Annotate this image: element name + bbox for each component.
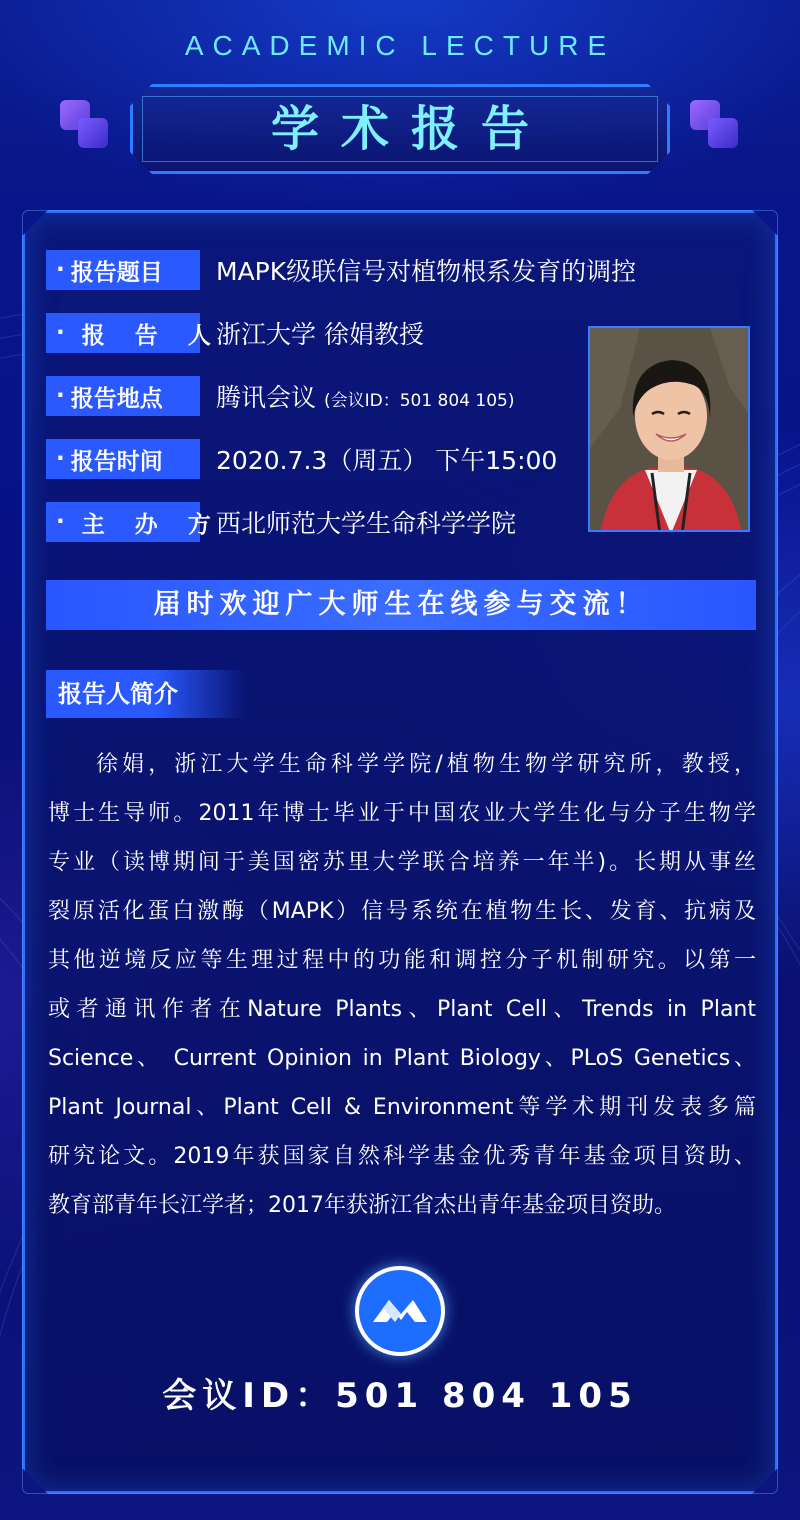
page-title: 学术报告 — [270, 101, 551, 157]
info-row-speaker — [46, 311, 424, 355]
info-value: 浙江大学 徐娟教授 — [216, 320, 424, 349]
bio-line: 专业（读博期间于美国密苏里大学联合培养一年半)。长期从事丝 — [48, 850, 756, 875]
bio-line: Science、 Current Opinion in Plant Biology、PLoS Genetics、 — [48, 1046, 756, 1071]
bio-line: 研究论文。2019年获国家自然科学基金优秀青年基金项目资助、 — [48, 1144, 756, 1169]
bio-line: Plant Journal、Plant Cell & Environment等学术期刊发表多篇 — [48, 1095, 756, 1120]
info-row-organizer — [46, 500, 516, 544]
bio-line: 博士生导师。2011年博士毕业于中国农业大学生化与分子生物学 — [48, 801, 756, 826]
meeting-id-note: (会议ID：501 804 105) — [323, 391, 515, 411]
info-value: MAPK级联信号对植物根系发育的调控 — [216, 257, 637, 286]
eyebrow-text: ACADEMIC LECTURE — [184, 30, 616, 61]
right-cube-icon — [690, 100, 742, 152]
tencent-meeting-logo-icon — [355, 1266, 445, 1356]
info-value: 西北师范大学生命科学学院 — [216, 509, 517, 538]
bio-line: 或者通讯作者在Nature Plants、Plant Cell、Trends in Plant — [48, 997, 756, 1022]
bio-line: 教育部青年长江学者；2017年获浙江省杰出青年基金项目资助。 — [48, 1193, 676, 1218]
info-value: 2020.7.3（周五） 下午15:00 — [216, 446, 558, 475]
speaker-bio — [48, 740, 756, 1230]
meeting-id-footer: 会议ID：501 804 105 — [162, 1376, 638, 1416]
speaker-photo — [588, 326, 750, 532]
left-cube-icon — [60, 100, 112, 152]
info-label: · 报告地点 — [46, 376, 200, 416]
info-label: · 报告题目 — [46, 250, 200, 290]
info-label: · 报 告 人 — [46, 313, 200, 353]
bio-line: 裂原活化蛋白激酶（MAPK）信号系统在植物生长、发育、抗病及 — [48, 899, 756, 924]
bio-line: 徐娟，浙江大学生命科学学院/植物生物学研究所，教授， — [96, 752, 756, 777]
bio-section-title: 报告人简介 — [46, 670, 246, 718]
welcome-banner: 届时欢迎广大师生在线参与交流！ — [46, 580, 756, 630]
info-label: · 报告时间 — [46, 439, 200, 479]
bio-line: 其他逆境反应等生理过程中的功能和调控分子机制研究。以第一 — [48, 948, 756, 973]
info-label: · 主 办 方 — [46, 502, 200, 542]
info-row-topic — [46, 248, 636, 292]
info-value: 腾讯会议 (会议ID：501 804 105) — [216, 383, 515, 412]
info-row-location — [46, 374, 515, 418]
info-row-time — [46, 437, 557, 481]
